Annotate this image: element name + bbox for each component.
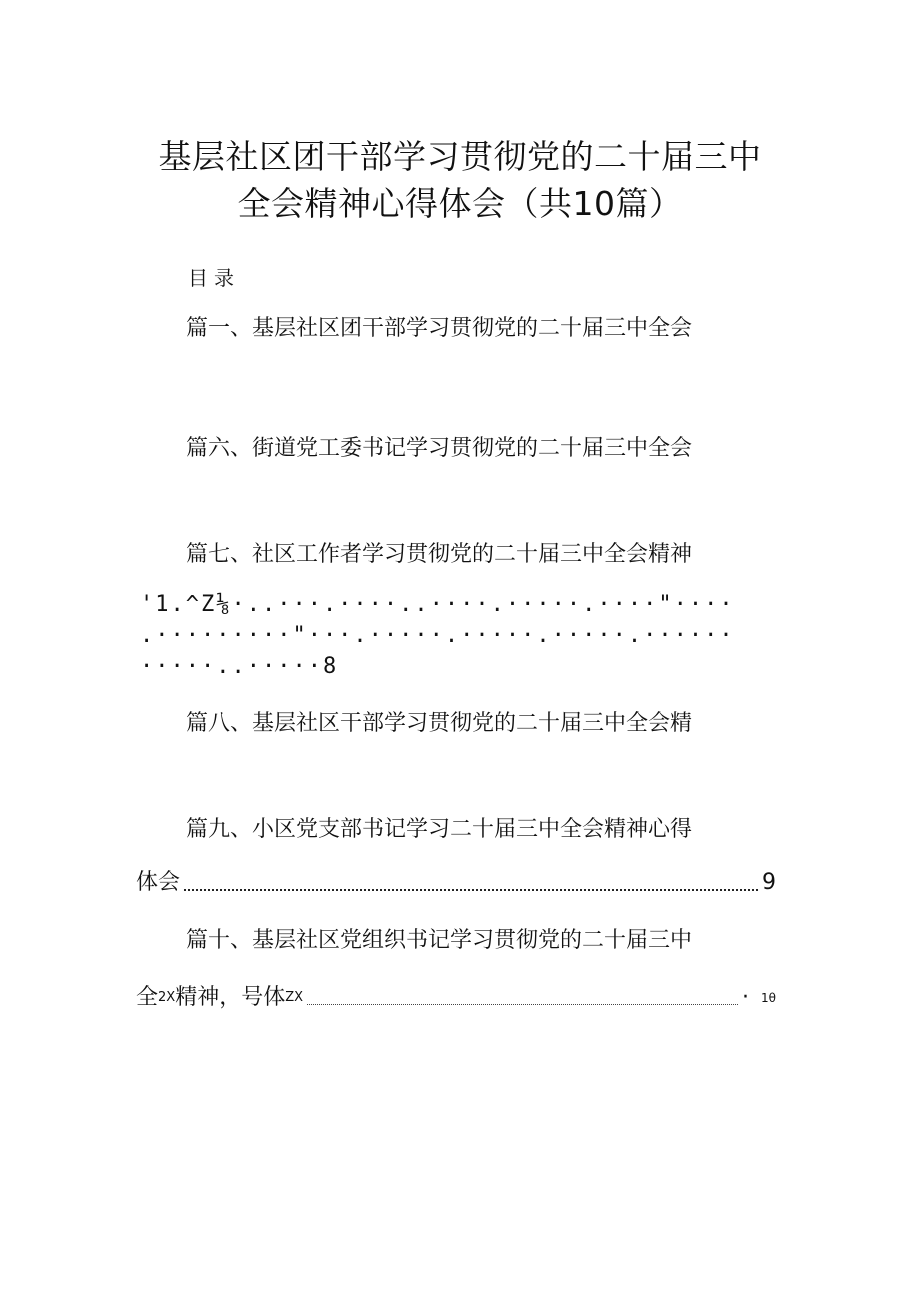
toc-entry-7-leader-3: ·····..·····8 (140, 654, 339, 679)
dot-leader (307, 1004, 738, 1005)
toc-entry-10-dot: · (742, 985, 750, 1010)
toc-entry-10[interactable]: 篇十、基层社区党组织书记学习贯彻党的二十届三中 (186, 928, 693, 953)
toc-entry-9-continuation-text: 体会 (136, 870, 181, 895)
toc-entry-10-page-number: 1θ (761, 991, 776, 1005)
toc-entry-10-text-b: 2X (158, 990, 176, 1005)
toc-entry-10-text-a: 全 (136, 985, 159, 1010)
toc-entry-1[interactable]: 篇一、基层社区团干部学习贯彻党的二十届三中全会 (186, 316, 693, 341)
toc-entry-9-page-number: 9 (762, 870, 776, 895)
toc-entry-10-continuation[interactable] (136, 983, 776, 1013)
toc-entry-6[interactable]: 篇六、街道党工委书记学习贯彻党的二十届三中全会 (186, 436, 693, 461)
dot-leader (184, 889, 758, 891)
toc-entry-9-continuation[interactable] (136, 868, 776, 898)
document-title-line-1: 基层社区团干部学习贯彻党的二十届三中 (158, 137, 762, 176)
toc-entry-7-leader-1: '1.^Z⅛·..···.····..····.·····.····"···· (140, 592, 735, 617)
document-title-line-2: 全会精神心得体会（共10篇） (237, 184, 683, 223)
toc-entry-10-text-d: ZX (285, 990, 304, 1005)
toc-entry-8[interactable]: 篇八、基层社区干部学习贯彻党的二十届三中全会精 (186, 711, 693, 736)
toc-entry-9[interactable]: 篇九、小区党支部书记学习二十届三中全会精神心得 (186, 817, 693, 842)
toc-heading: 目录 (188, 266, 240, 290)
toc-entry-7[interactable]: 篇七、社区工作者学习贯彻党的二十届三中全会精神 (186, 542, 693, 567)
toc-entry-7-leader-2: .·········"···.·····.·····.·····.······ (140, 623, 735, 648)
toc-entry-10-text-c: 精神，号体 (175, 985, 286, 1010)
